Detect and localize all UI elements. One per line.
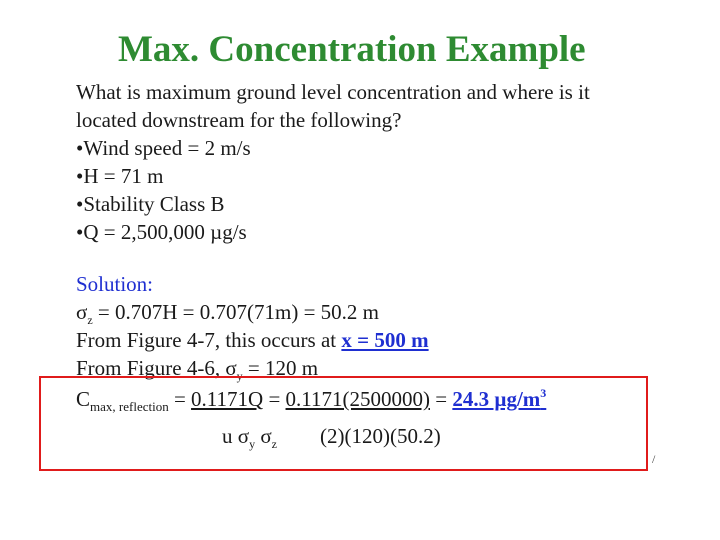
denominator-u-sigma: u σ	[222, 424, 250, 448]
given-stability-class: •Stability Class B	[76, 192, 225, 216]
sigma-z-subscript: z	[87, 313, 93, 327]
denominator-values: (2)(120)(50.2)	[320, 424, 441, 448]
concentration-result	[452, 387, 546, 411]
equals-2: =	[263, 387, 286, 411]
result-exponent: 3	[540, 386, 547, 400]
denominator-sub-y: y	[249, 437, 256, 451]
sigma-z-line	[76, 300, 379, 328]
denominator-sub-z: z	[271, 437, 277, 451]
denominator-sigma: σ	[255, 424, 272, 448]
sigma-z-calculation: = 0.707H = 0.707(71m) = 50.2 m	[92, 300, 380, 324]
question-line-1: What is maximum ground level concentration and where is it	[76, 80, 590, 104]
sigma-y-value: = 120 m	[242, 356, 319, 380]
x-distance-highlight: x = 500 m	[341, 328, 429, 352]
c-symbol: C	[76, 387, 91, 411]
result-value: 24.3 µg/m	[452, 387, 541, 411]
figure-4-6-text: From Figure 4-6, σ	[76, 356, 237, 380]
given-wind-speed: •Wind speed = 2 m/s	[76, 136, 251, 160]
sigma-y-subscript: y	[236, 369, 243, 383]
corner-mark: /	[652, 452, 656, 466]
given-emission-rate: •Q = 2,500,000 µg/s	[76, 220, 247, 244]
slide-title: Max. Concentration Example	[118, 29, 586, 70]
figure-4-7-text: From Figure 4-7, this occurs at	[76, 328, 342, 352]
equals-3: =	[430, 387, 453, 411]
given-stack-height: •H = 71 m	[76, 164, 164, 188]
sigma-z-symbol: σ	[76, 300, 88, 324]
concentration-equation	[76, 386, 546, 415]
equals-1: =	[168, 387, 192, 411]
numerator-formula: 0.1171Q	[191, 387, 264, 411]
question-line-2: located downstream for the following?	[76, 108, 402, 132]
numerator-values: 0.1171(2500000)	[285, 387, 430, 411]
solution-heading: Solution:	[76, 272, 154, 296]
denominator-formula	[222, 424, 277, 452]
figure-4-7-line	[76, 328, 429, 353]
c-subscript: max, reflection	[90, 399, 169, 414]
